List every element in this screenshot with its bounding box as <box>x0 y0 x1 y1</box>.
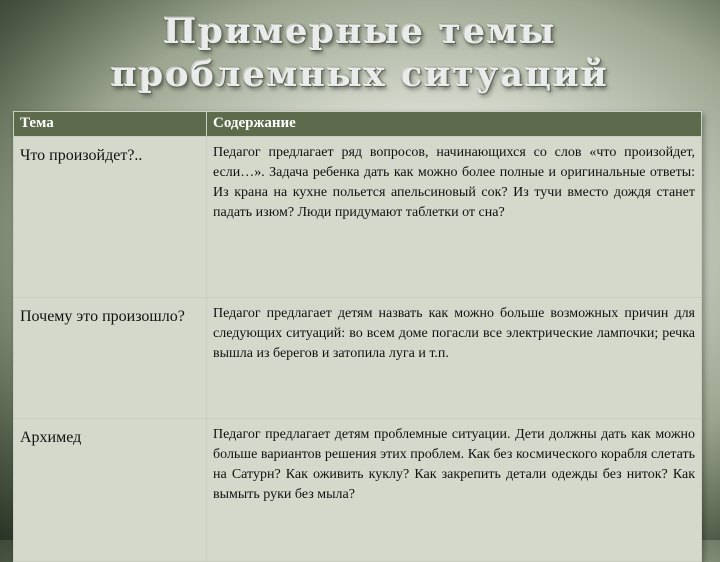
content-cell: Педагог предлагает детям назвать как можно больше возможных причин для следующих ситуаций: во всем доме погасли все электрические лампочки; речка вышла из берегов и затопила луга и т.п. <box>207 298 702 419</box>
table-row <box>14 137 702 298</box>
slide-title <box>0 10 720 96</box>
theme-cell-text: Почему это произошло? <box>20 308 185 325</box>
column-header-content: Содержание <box>207 112 702 137</box>
theme-cell: Архимед <box>14 419 207 562</box>
content-cell: Педагог предлагает ряд вопросов, начинающихся со слов «что произойдет, если…». Задача ребенка дать как можно более полные и оригинальные ответы: Из крана на кухне польется апельсиновый сок? Из тучи вместо дождя станет падать изюм? Люди придумают таблетки от сна? <box>207 137 702 298</box>
topics-table <box>13 111 702 562</box>
column-header-theme: Тема <box>14 112 207 137</box>
slide-title-line-2: проблемных ситуаций <box>111 54 609 95</box>
table-header-row <box>14 112 702 137</box>
table-row <box>14 419 702 562</box>
theme-cell: Что произойдет?.. <box>14 137 207 298</box>
theme-cell <box>14 298 207 419</box>
slide-title-line-1: Примерные темы <box>163 11 557 52</box>
table-row <box>14 298 702 419</box>
content-cell: Педагог предлагает детям проблемные ситуации. Дети должны дать как можно больше вариантов решения этих проблем. Как без космического корабля слетать на Сатурн? Как оживить куклу? Как закрепить детали одежды без ниток? Как вымыть руки без мыла? <box>207 419 702 562</box>
